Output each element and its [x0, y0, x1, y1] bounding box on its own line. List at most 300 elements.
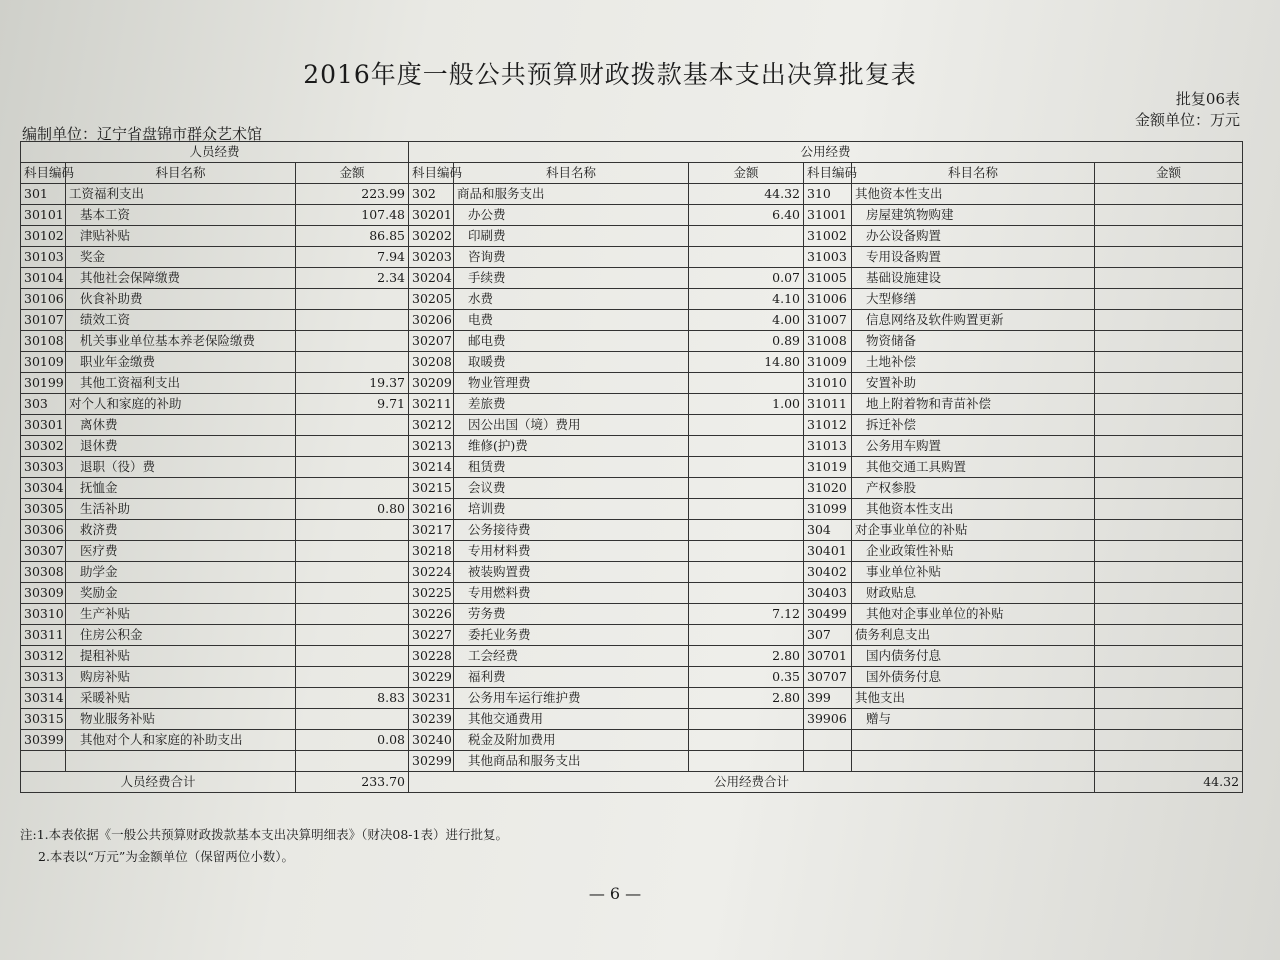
- name-cell: 企业政策性补贴: [852, 541, 1095, 562]
- amount-cell: 7.12: [689, 604, 804, 625]
- table-row: [21, 268, 1243, 289]
- amount-cell: 86.85: [296, 226, 409, 247]
- name-cell: 提租补贴: [66, 646, 296, 667]
- name-cell: 其他资本性支出: [852, 499, 1095, 520]
- code-cell: 30217: [409, 520, 454, 541]
- name-cell: 伙食补助费: [66, 289, 296, 310]
- name-cell: 因公出国（境）费用: [454, 415, 689, 436]
- table-row: [21, 541, 1243, 562]
- table-row: [21, 667, 1243, 688]
- amount-cell: [1095, 730, 1243, 751]
- code-cell: 30226: [409, 604, 454, 625]
- col-code-header: 科目编码: [21, 163, 66, 184]
- name-cell: 其他资本性支出: [852, 184, 1095, 205]
- code-cell: 302: [409, 184, 454, 205]
- amount-cell: [296, 478, 409, 499]
- code-cell: 30239: [409, 709, 454, 730]
- code-cell: 31006: [804, 289, 852, 310]
- table-row: [21, 310, 1243, 331]
- code-cell: 30302: [21, 436, 66, 457]
- code-cell: 30109: [21, 352, 66, 373]
- code-cell: 30209: [409, 373, 454, 394]
- name-cell: 税金及附加费用: [454, 730, 689, 751]
- amount-cell: [1095, 373, 1243, 394]
- code-cell: 30203: [409, 247, 454, 268]
- amount-cell: [296, 562, 409, 583]
- name-cell: 奖励金: [66, 583, 296, 604]
- amount-cell: [689, 520, 804, 541]
- code-cell: [804, 751, 852, 772]
- amount-cell: [1095, 457, 1243, 478]
- amount-cell: [296, 331, 409, 352]
- code-cell: 30309: [21, 583, 66, 604]
- name-cell: 其他社会保障缴费: [66, 268, 296, 289]
- code-cell: 30240: [409, 730, 454, 751]
- name-cell: 救济费: [66, 520, 296, 541]
- amount-cell: 0.35: [689, 667, 804, 688]
- amount-cell: [296, 667, 409, 688]
- name-cell: 公务用车购置: [852, 436, 1095, 457]
- name-cell: 对企事业单位的补贴: [852, 520, 1095, 541]
- amount-cell: [1095, 415, 1243, 436]
- name-cell: 机关事业单位基本养老保险缴费: [66, 331, 296, 352]
- amount-cell: 0.80: [296, 499, 409, 520]
- code-cell: 30108: [21, 331, 66, 352]
- name-cell: 其他对企事业单位的补贴: [852, 604, 1095, 625]
- note-1: 注:1.本表依据《一般公共预算财政拨款基本支出决算明细表》（财决08-1表）进行批复。: [20, 827, 508, 842]
- name-cell: 其他交通工具购置: [852, 457, 1095, 478]
- code-cell: 30207: [409, 331, 454, 352]
- name-cell: 退职（役）费: [66, 457, 296, 478]
- name-cell: 绩效工资: [66, 310, 296, 331]
- name-cell: 差旅费: [454, 394, 689, 415]
- amount-cell: [1095, 268, 1243, 289]
- table-row: [21, 394, 1243, 415]
- compiling-unit: 编制单位：辽宁省盘锦市群众艺术馆: [22, 125, 263, 143]
- amount-cell: 107.48: [296, 205, 409, 226]
- name-cell: 咨询费: [454, 247, 689, 268]
- name-cell: 职业年金缴费: [66, 352, 296, 373]
- total-public-label: 公用经费合计: [409, 772, 1095, 793]
- name-cell: 租赁费: [454, 457, 689, 478]
- name-cell: 津贴补贴: [66, 226, 296, 247]
- amount-cell: [1095, 184, 1243, 205]
- amount-cell: [1095, 604, 1243, 625]
- amount-cell: 6.40: [689, 205, 804, 226]
- code-cell: 31003: [804, 247, 852, 268]
- code-cell: 30701: [804, 646, 852, 667]
- amount-cell: [296, 583, 409, 604]
- name-cell: 住房公积金: [66, 625, 296, 646]
- name-cell: 生活补助: [66, 499, 296, 520]
- col-name-header: 科目名称: [66, 163, 296, 184]
- total-personnel-amount: 233.70: [296, 772, 409, 793]
- code-cell: 301: [21, 184, 66, 205]
- name-cell: 产权参股: [852, 478, 1095, 499]
- code-cell: 31001: [804, 205, 852, 226]
- amount-unit: 金额单位：万元: [1134, 111, 1240, 129]
- amount-cell: [296, 751, 409, 772]
- code-cell: 30204: [409, 268, 454, 289]
- amount-cell: 8.83: [296, 688, 409, 709]
- amount-cell: [296, 436, 409, 457]
- code-cell: 30312: [21, 646, 66, 667]
- amount-cell: [296, 310, 409, 331]
- page-number: — 6 —: [588, 884, 642, 903]
- amount-cell: [1095, 667, 1243, 688]
- code-cell: 31011: [804, 394, 852, 415]
- code-cell: 30199: [21, 373, 66, 394]
- code-cell: 31020: [804, 478, 852, 499]
- table-row: [21, 289, 1243, 310]
- amount-cell: [296, 520, 409, 541]
- amount-cell: [1095, 352, 1243, 373]
- amount-cell: [1095, 688, 1243, 709]
- name-cell: 其他交通费用: [454, 709, 689, 730]
- section-header-row: [21, 142, 1243, 163]
- name-cell: 专用设备购置: [852, 247, 1095, 268]
- col-amount-header: 金额: [296, 163, 409, 184]
- table-row: [21, 205, 1243, 226]
- code-cell: 30107: [21, 310, 66, 331]
- name-cell: 水费: [454, 289, 689, 310]
- table-row: [21, 247, 1243, 268]
- amount-cell: [689, 247, 804, 268]
- code-cell: 30101: [21, 205, 66, 226]
- table-row: [21, 604, 1243, 625]
- table-row: [21, 226, 1243, 247]
- code-cell: 30313: [21, 667, 66, 688]
- amount-cell: 14.80: [689, 352, 804, 373]
- amount-cell: [689, 583, 804, 604]
- name-cell: 离休费: [66, 415, 296, 436]
- amount-cell: [1095, 709, 1243, 730]
- total-public-amount: 44.32: [1095, 772, 1243, 793]
- col-amount-header: 金额: [689, 163, 804, 184]
- amount-cell: [296, 625, 409, 646]
- amount-cell: [689, 751, 804, 772]
- amount-cell: [689, 415, 804, 436]
- name-cell: 其他支出: [852, 688, 1095, 709]
- name-cell: 奖金: [66, 247, 296, 268]
- table-row: [21, 352, 1243, 373]
- code-cell: 30401: [804, 541, 852, 562]
- amount-cell: [689, 478, 804, 499]
- code-cell: 30224: [409, 562, 454, 583]
- code-cell: 30229: [409, 667, 454, 688]
- code-cell: 30106: [21, 289, 66, 310]
- form-number: 批复06表: [1175, 90, 1240, 108]
- column-header-row: [21, 163, 1243, 184]
- amount-cell: [689, 436, 804, 457]
- table-row: [21, 373, 1243, 394]
- code-cell: 31007: [804, 310, 852, 331]
- name-cell: 地上附着物和青苗补偿: [852, 394, 1095, 415]
- notes: [20, 824, 508, 868]
- code-cell: 31002: [804, 226, 852, 247]
- name-cell: 大型修缮: [852, 289, 1095, 310]
- name-cell: 电费: [454, 310, 689, 331]
- table-row: [21, 457, 1243, 478]
- name-cell: 手续费: [454, 268, 689, 289]
- name-cell: 对个人和家庭的补助: [66, 394, 296, 415]
- table-row: [21, 478, 1243, 499]
- amount-cell: [689, 709, 804, 730]
- amount-cell: [689, 226, 804, 247]
- name-cell: 物业服务补贴: [66, 709, 296, 730]
- amount-cell: [1095, 625, 1243, 646]
- name-cell: 邮电费: [454, 331, 689, 352]
- amount-cell: [689, 625, 804, 646]
- name-cell: 赠与: [852, 709, 1095, 730]
- table-row: [21, 562, 1243, 583]
- name-cell: 工会经费: [454, 646, 689, 667]
- name-cell: 公务接待费: [454, 520, 689, 541]
- code-cell: 30103: [21, 247, 66, 268]
- name-cell: 其他工资福利支出: [66, 373, 296, 394]
- name-cell: 其他商品和服务支出: [454, 751, 689, 772]
- code-cell: 30310: [21, 604, 66, 625]
- amount-cell: [1095, 583, 1243, 604]
- code-cell: [804, 730, 852, 751]
- document-title: 2016年度一般公共预算财政拨款基本支出决算批复表: [303, 60, 917, 89]
- code-cell: 31009: [804, 352, 852, 373]
- code-cell: 30299: [409, 751, 454, 772]
- code-cell: 30225: [409, 583, 454, 604]
- amount-cell: [1095, 226, 1243, 247]
- name-cell: 物业管理费: [454, 373, 689, 394]
- code-cell: 30707: [804, 667, 852, 688]
- amount-cell: [689, 730, 804, 751]
- amount-cell: [1095, 289, 1243, 310]
- name-cell: 培训费: [454, 499, 689, 520]
- code-cell: 30104: [21, 268, 66, 289]
- amount-cell: [1095, 499, 1243, 520]
- code-cell: 30216: [409, 499, 454, 520]
- section-public: 公用经费: [409, 142, 1243, 163]
- code-cell: 31013: [804, 436, 852, 457]
- code-cell: 30206: [409, 310, 454, 331]
- amount-cell: [689, 499, 804, 520]
- code-cell: 30399: [21, 730, 66, 751]
- code-cell: 31099: [804, 499, 852, 520]
- name-cell: 房屋建筑物购建: [852, 205, 1095, 226]
- amount-cell: 7.94: [296, 247, 409, 268]
- code-cell: 30306: [21, 520, 66, 541]
- name-cell: 拆迁补偿: [852, 415, 1095, 436]
- amount-cell: [296, 604, 409, 625]
- code-cell: 399: [804, 688, 852, 709]
- code-cell: 31012: [804, 415, 852, 436]
- name-cell: 办公设备购置: [852, 226, 1095, 247]
- code-cell: 30227: [409, 625, 454, 646]
- code-cell: 30208: [409, 352, 454, 373]
- amount-cell: [1095, 436, 1243, 457]
- name-cell: 采暖补贴: [66, 688, 296, 709]
- col-name-header: 科目名称: [852, 163, 1095, 184]
- name-cell: 抚恤金: [66, 478, 296, 499]
- section-personnel: 人员经费: [21, 142, 409, 163]
- name-cell: 退休费: [66, 436, 296, 457]
- name-cell: 购房补贴: [66, 667, 296, 688]
- table-row: [21, 751, 1243, 772]
- table-row: [21, 415, 1243, 436]
- note-2: 2.本表以“万元”为金额单位（保留两位小数）。: [38, 849, 294, 864]
- name-cell: [852, 751, 1095, 772]
- amount-cell: [1095, 751, 1243, 772]
- code-cell: 31019: [804, 457, 852, 478]
- amount-cell: [689, 457, 804, 478]
- amount-cell: [1095, 520, 1243, 541]
- amount-cell: [296, 415, 409, 436]
- name-cell: 其他对个人和家庭的补助支出: [66, 730, 296, 751]
- code-cell: 31005: [804, 268, 852, 289]
- name-cell: [66, 751, 296, 772]
- table-row: [21, 646, 1243, 667]
- amount-cell: [1095, 205, 1243, 226]
- code-cell: 30202: [409, 226, 454, 247]
- table-row: [21, 688, 1243, 709]
- code-cell: 30212: [409, 415, 454, 436]
- name-cell: 基础设施建设: [852, 268, 1095, 289]
- amount-cell: 4.00: [689, 310, 804, 331]
- amount-cell: [296, 541, 409, 562]
- code-cell: 30102: [21, 226, 66, 247]
- col-amount-header: 金额: [1095, 163, 1243, 184]
- name-cell: 安置补助: [852, 373, 1095, 394]
- amount-cell: 19.37: [296, 373, 409, 394]
- code-cell: 30205: [409, 289, 454, 310]
- amount-cell: [689, 541, 804, 562]
- table-row: [21, 331, 1243, 352]
- name-cell: 信息网络及软件购置更新: [852, 310, 1095, 331]
- code-cell: 30311: [21, 625, 66, 646]
- name-cell: 委托业务费: [454, 625, 689, 646]
- code-cell: 30308: [21, 562, 66, 583]
- amount-cell: 2.80: [689, 646, 804, 667]
- code-cell: 30499: [804, 604, 852, 625]
- name-cell: 土地补偿: [852, 352, 1095, 373]
- name-cell: 印刷费: [454, 226, 689, 247]
- table-row: [21, 499, 1243, 520]
- amount-cell: [1095, 331, 1243, 352]
- code-cell: 307: [804, 625, 852, 646]
- code-cell: 31010: [804, 373, 852, 394]
- name-cell: 维修(护)费: [454, 436, 689, 457]
- name-cell: 会议费: [454, 478, 689, 499]
- name-cell: 医疗费: [66, 541, 296, 562]
- code-cell: 39906: [804, 709, 852, 730]
- code-cell: 30315: [21, 709, 66, 730]
- table-row: [21, 184, 1243, 205]
- code-cell: 30218: [409, 541, 454, 562]
- amount-cell: [689, 373, 804, 394]
- amount-cell: 4.10: [689, 289, 804, 310]
- table-row: [21, 625, 1243, 646]
- code-cell: 31008: [804, 331, 852, 352]
- name-cell: 财政贴息: [852, 583, 1095, 604]
- code-cell: 30304: [21, 478, 66, 499]
- code-cell: 30402: [804, 562, 852, 583]
- name-cell: 工资福利支出: [66, 184, 296, 205]
- name-cell: 专用材料费: [454, 541, 689, 562]
- table-row: [21, 436, 1243, 457]
- amount-cell: 223.99: [296, 184, 409, 205]
- amount-cell: [1095, 310, 1243, 331]
- code-cell: 30213: [409, 436, 454, 457]
- code-cell: 310: [804, 184, 852, 205]
- name-cell: 公务用车运行维护费: [454, 688, 689, 709]
- name-cell: [852, 730, 1095, 751]
- amount-cell: 0.08: [296, 730, 409, 751]
- code-cell: 30231: [409, 688, 454, 709]
- code-cell: 30201: [409, 205, 454, 226]
- amount-cell: [296, 289, 409, 310]
- code-cell: 304: [804, 520, 852, 541]
- name-cell: 助学金: [66, 562, 296, 583]
- code-cell: 30303: [21, 457, 66, 478]
- amount-cell: 2.80: [689, 688, 804, 709]
- table-row: [21, 520, 1243, 541]
- amount-cell: [1095, 478, 1243, 499]
- name-cell: 福利费: [454, 667, 689, 688]
- code-cell: 30307: [21, 541, 66, 562]
- amount-cell: 0.89: [689, 331, 804, 352]
- amount-cell: 0.07: [689, 268, 804, 289]
- name-cell: 商品和服务支出: [454, 184, 689, 205]
- code-cell: 30215: [409, 478, 454, 499]
- amount-cell: [1095, 541, 1243, 562]
- budget-table: [20, 141, 1243, 793]
- col-name-header: 科目名称: [454, 163, 689, 184]
- col-code-header: 科目编码: [804, 163, 852, 184]
- table-row: [21, 583, 1243, 604]
- col-code-header: 科目编码: [409, 163, 454, 184]
- amount-cell: [296, 709, 409, 730]
- totals-row: [21, 772, 1243, 793]
- code-cell: 30403: [804, 583, 852, 604]
- name-cell: 取暖费: [454, 352, 689, 373]
- code-cell: 30305: [21, 499, 66, 520]
- amount-cell: [296, 646, 409, 667]
- name-cell: 专用燃料费: [454, 583, 689, 604]
- amount-cell: 44.32: [689, 184, 804, 205]
- amount-cell: [689, 562, 804, 583]
- amount-cell: [296, 457, 409, 478]
- amount-cell: [1095, 646, 1243, 667]
- name-cell: 国外债务付息: [852, 667, 1095, 688]
- table-row: [21, 730, 1243, 751]
- name-cell: 国内债务付息: [852, 646, 1095, 667]
- amount-cell: 2.34: [296, 268, 409, 289]
- name-cell: 劳务费: [454, 604, 689, 625]
- amount-cell: 1.00: [689, 394, 804, 415]
- code-cell: 30214: [409, 457, 454, 478]
- code-cell: 30211: [409, 394, 454, 415]
- code-cell: 30314: [21, 688, 66, 709]
- name-cell: 生产补贴: [66, 604, 296, 625]
- amount-cell: 9.71: [296, 394, 409, 415]
- name-cell: 被装购置费: [454, 562, 689, 583]
- code-cell: 30301: [21, 415, 66, 436]
- amount-cell: [1095, 394, 1243, 415]
- code-cell: [21, 751, 66, 772]
- name-cell: 基本工资: [66, 205, 296, 226]
- name-cell: 债务利息支出: [852, 625, 1095, 646]
- amount-cell: [1095, 247, 1243, 268]
- code-cell: 303: [21, 394, 66, 415]
- name-cell: 事业单位补贴: [852, 562, 1095, 583]
